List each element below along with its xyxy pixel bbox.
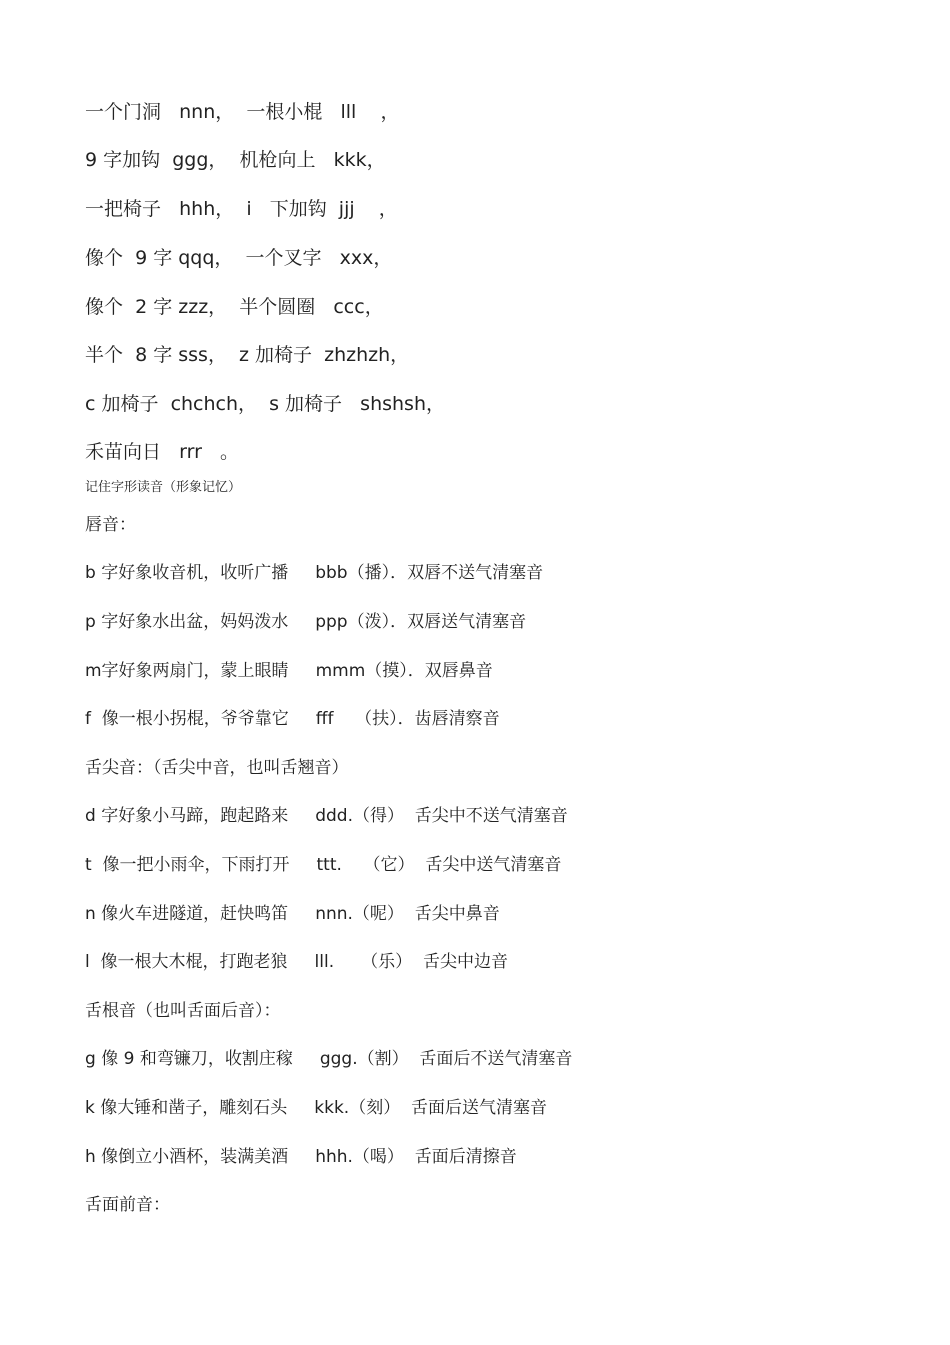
tip-entry: d 字好象小马蹄，跑起路来 ddd.（得） 舌尖中不送气清塞音 [85, 806, 568, 826]
subtitle: 记住字形读音（形象记忆） [85, 480, 242, 495]
tip-entry: l 像一根大木棍，打跑老狼 lll. （乐） 舌尖中边音 [85, 952, 508, 972]
tip-entry: n 像火车进隧道，赶快鸣笛 nnn.（呢） 舌尖中鼻音 [85, 904, 500, 924]
section-heading-lip: 唇音： [85, 515, 136, 535]
rhyme-line: c 加椅子 chchch， s 加椅子 shshsh， [85, 393, 445, 415]
lip-entry: m字好象两扇门，蒙上眼睛 mmm（摸）．双唇鼻音 [85, 661, 493, 681]
lip-entry: b 字好象收音机，收听广播 bbb（播）．双唇不送气清塞音 [85, 563, 544, 583]
rhyme-line: 9 字加钩 ggg， 机枪向上 kkk， [85, 149, 386, 171]
lip-entry: p 字好象水出盆，妈妈泼水 ppp（泼）．双唇送气清塞音 [85, 612, 527, 632]
section-heading-tip: 舌尖音：（舌尖中音，也叫舌翘音） [85, 758, 349, 778]
root-entry: h 像倒立小酒杯，装满美酒 hhh.（喝） 舌面后清擦音 [85, 1147, 517, 1167]
root-entry: g 像 9 和弯镰刀，收割庄稼 ggg.（割） 舌面后不送气清塞音 [85, 1049, 573, 1069]
rhyme-line: 像个 2 字 zzz， 半个圆圈 ccc， [85, 296, 384, 318]
rhyme-line: 一把椅子 hhh， i 下加钩 jjj ， [85, 198, 398, 220]
rhyme-line: 半个 8 字 sss， z 加椅子 zhzhzh， [85, 344, 410, 366]
rhyme-line: 禾苗向日 rrr 。 [85, 441, 240, 463]
rhyme-line: 一个门洞 nnn， 一根小棍 lll ， [85, 101, 400, 123]
rhyme-line: 像个 9 字 qqq， 一个叉字 xxx， [85, 247, 393, 269]
lip-entry: f 像一根小拐棍，爷爷靠它 fff （扶）．齿唇清察音 [85, 709, 500, 729]
section-heading-root: 舌根音（也叫舌面后音）： [85, 1001, 281, 1021]
tip-entry: t 像一把小雨伞，下雨打开 ttt. （它） 舌尖中送气清塞音 [85, 855, 562, 875]
section-heading-front: 舌面前音： [85, 1195, 170, 1215]
root-entry: k 像大锤和凿子，雕刻石头 kkk.（刻） 舌面后送气清塞音 [85, 1098, 548, 1118]
